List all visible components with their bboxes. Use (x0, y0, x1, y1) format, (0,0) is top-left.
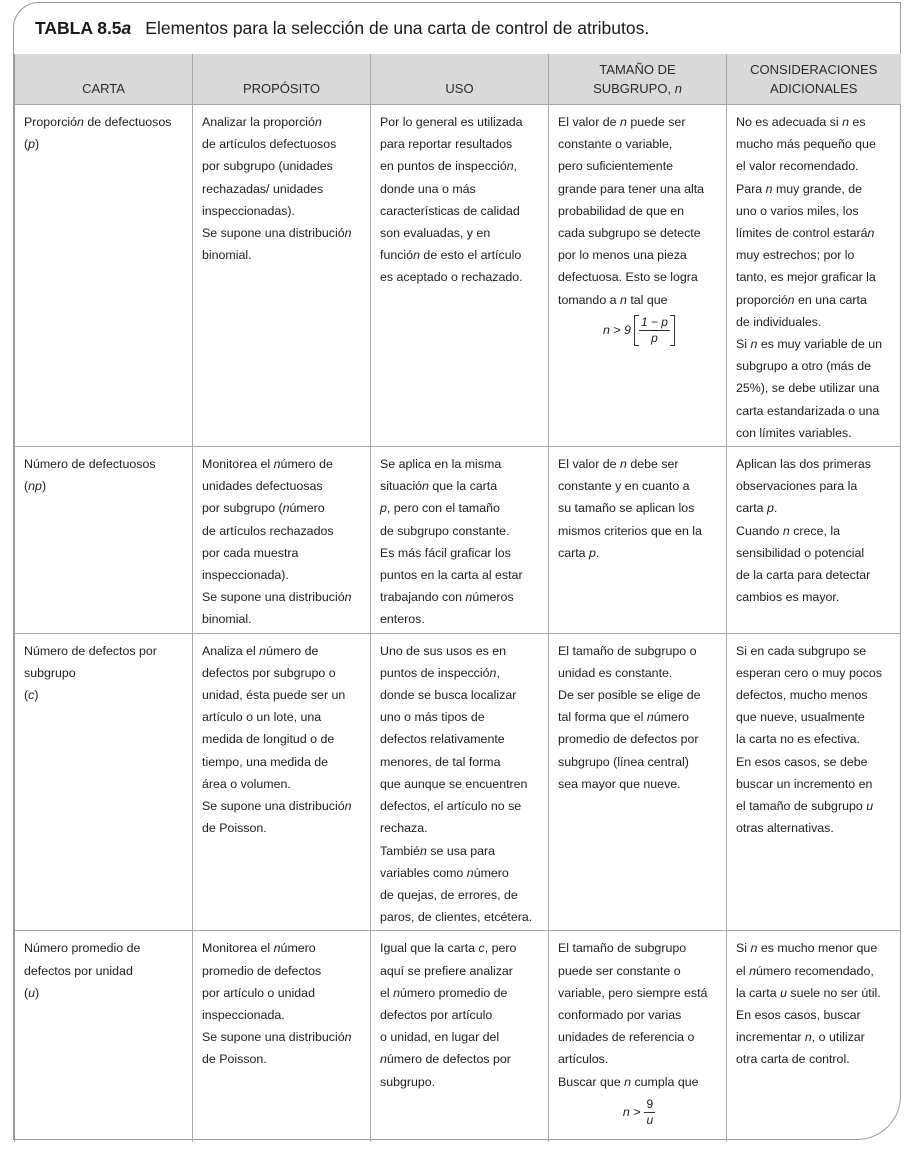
cell-line: donde una o más (380, 181, 476, 196)
cell-line: Analizar la proporción (202, 115, 322, 129)
cell-line: carta estandarizada o una (736, 403, 880, 418)
cell-line: su tamaño se aplican los (558, 501, 695, 516)
tamano-text (558, 937, 720, 1092)
formula-lhs: n > (622, 1105, 641, 1120)
cell-line: otras alternativas. (736, 821, 834, 836)
cell-proposito (193, 931, 371, 1143)
cell-line: En esos casos, se debe (736, 754, 868, 769)
cell-carta (15, 633, 193, 931)
cell-line: p, pero con el tamaño (380, 501, 500, 516)
cell-uso (371, 105, 549, 447)
cell-line: Se supone una distribución (202, 590, 352, 605)
cell-line: el valor recomendado. (736, 159, 859, 174)
formula-fraction (644, 1097, 655, 1128)
cell-line: También se usa para (380, 843, 496, 858)
cell-line: En esos casos, buscar (736, 1007, 861, 1022)
cell-line: límites de control estarán (736, 226, 875, 241)
cell-line: promedio de defectos por (558, 732, 699, 747)
table-row (15, 633, 901, 931)
cell-line: de la carta para detectar (736, 568, 871, 583)
header-row (15, 54, 901, 105)
cell-line: Buscar que n cumpla que (558, 1074, 699, 1089)
cell-line: Número de defectos por (24, 643, 157, 658)
cell-line: mucho más pequeño que (736, 137, 876, 152)
table-number: TABLA 8.5a (35, 18, 132, 38)
cell-line: paros, de clientes, etcétera. (380, 910, 533, 925)
cell-uso (371, 447, 549, 634)
cell-line: trabajando con números (380, 590, 514, 605)
cell-line: Se aplica en la misma (380, 457, 502, 472)
formula-fraction (639, 315, 670, 346)
cell-line: Si n es muy variable de un (736, 337, 883, 352)
cell-line: (np) (24, 479, 47, 494)
cell-line: el tamaño de subgrupo u (736, 799, 874, 814)
cell-line: defectos por unidad (24, 963, 133, 978)
cell-line: la carta no es efectiva. (736, 732, 860, 747)
attribute-control-chart-table (14, 54, 901, 1142)
cell-line: Número de defectuosos (24, 457, 156, 472)
cell-line: carta p. (736, 501, 778, 516)
cell-line: uno o varios miles, los (736, 203, 859, 218)
cell-line: cada subgrupo se detecte (558, 226, 701, 241)
cell-line: Monitorea el número de (202, 457, 333, 472)
formula-denominator: u (646, 1112, 654, 1127)
cell-line: enteros. (380, 612, 425, 627)
cell-line: sea mayor que nueve. (558, 776, 681, 791)
cell-line: Proporción de defectuosos (24, 115, 172, 129)
cell-line: unidades de referencia o (558, 1030, 695, 1045)
formula-u (558, 1097, 720, 1128)
cell-line: de individuales. (736, 314, 822, 329)
cell-line: subgrupo a otro (más de (736, 359, 871, 374)
header-uso (371, 54, 549, 105)
cell-proposito (193, 447, 371, 634)
cell-consideraciones (727, 447, 901, 634)
cell-line: para reportar resultados (380, 137, 513, 152)
table-row (15, 105, 901, 447)
cell-line: aquí se prefiere analizar (380, 963, 513, 978)
cell-line: de Poisson. (202, 821, 267, 836)
cell-line: Se supone una distribución (202, 1030, 352, 1045)
cell-line: ADICIONALES (770, 81, 858, 96)
cell-line: de Poisson. (202, 1052, 267, 1067)
cell-line: puede ser constante o (558, 963, 681, 978)
cell-line: en puntos de inspección, (380, 159, 518, 174)
cell-line: Analiza el número de (202, 643, 319, 658)
cell-line: variables como número (380, 865, 509, 880)
cell-proposito (193, 633, 371, 931)
cell-line: (u) (24, 985, 40, 1000)
cell-line: defectos relativamente (380, 732, 505, 747)
cell-line: artículo o un lote, una (202, 710, 322, 725)
cell-line: esperan cero o muy pocos (736, 665, 883, 680)
cell-line: TAMAÑO DE (599, 62, 676, 77)
cell-line: de quejas, de errores, de (380, 887, 518, 902)
cell-line: área o volumen. (202, 776, 291, 791)
cell-line: constante y en cuanto a (558, 479, 690, 494)
cell-line: inspeccionada). (202, 568, 289, 583)
cell-line: tanto, es mejor graficar la (736, 270, 876, 285)
cell-line: defectos, mucho menos (736, 688, 868, 703)
cell-line: sensibilidad o potencial (736, 545, 865, 560)
header-carta (15, 54, 193, 105)
cell-line: defectos por artículo (380, 1007, 493, 1022)
cell-line: función de esto el artículo (380, 248, 522, 263)
cell-tamano (549, 633, 727, 931)
cell-line: proporción en una carta (736, 292, 867, 307)
formula-bracket (634, 315, 675, 346)
cell-line: defectuosa. Esto se logra (558, 270, 698, 285)
cell-line: 25%), se debe utilizar una (736, 381, 880, 396)
cell-line: defectos por subgrupo o (202, 665, 336, 680)
cell-line: situación que la carta (380, 479, 498, 494)
cell-line: PROPÓSITO (242, 81, 321, 96)
cell-line: Es más fácil graficar los (380, 545, 511, 560)
cell-line: observaciones para la (736, 479, 858, 494)
cell-line: Para n muy grande, de (736, 181, 863, 196)
cell-line: Aplican las dos primeras (736, 457, 871, 472)
cell-line: Igual que la carta c, pero (380, 941, 517, 956)
cell-line: por subgrupo (unidades (202, 159, 333, 174)
cell-line: Se supone una distribución (202, 799, 352, 814)
cell-uso (371, 931, 549, 1143)
cell-line: rechazadas/ unidades (202, 181, 324, 196)
cell-uso (371, 633, 549, 931)
cell-tamano (549, 105, 727, 447)
cell-line: SUBGRUPO, n (593, 81, 682, 96)
cell-line: constante o variable, (558, 137, 673, 152)
cell-line: promedio de defectos (202, 963, 322, 978)
cell-line: binomial. (202, 248, 252, 263)
cell-line: artículos. (558, 1052, 609, 1067)
cell-line: El tamaño de subgrupo (558, 941, 687, 956)
cell-consideraciones (727, 931, 901, 1143)
cell-line: De ser posible se elige de (558, 688, 701, 703)
cell-line: subgrupo (24, 665, 76, 680)
cell-line: No es adecuada si n es (736, 115, 866, 129)
cell-line: probabilidad de que en (558, 203, 685, 218)
formula-lhs: n > 9 (603, 323, 631, 338)
cell-line: subgrupo (línea central) (558, 754, 689, 769)
cell-line: medida de longitud o de (202, 732, 335, 747)
cell-line: Uno de sus usos es en (380, 643, 507, 658)
cell-line: El valor de n debe ser (558, 457, 679, 472)
cell-carta (15, 105, 193, 447)
cell-line: unidad es constante. (558, 665, 673, 680)
cell-line: la carta u suele no ser útil. (736, 985, 881, 1000)
cell-carta (15, 447, 193, 634)
cell-line: que nueve, usualmente (736, 710, 865, 725)
cell-consideraciones (727, 633, 901, 931)
cell-line: de artículos rechazados (202, 523, 334, 538)
cell-line: CARTA (82, 81, 125, 96)
table-row (15, 931, 901, 1143)
cell-line: unidades defectuosas (202, 479, 323, 494)
cell-line: tiempo, una medida de (202, 754, 329, 769)
cell-line: menores, de tal forma (380, 754, 501, 769)
cell-line: otra carta de control. (736, 1052, 850, 1067)
header-consideraciones (727, 54, 901, 105)
cell-line: mismos criterios que en la (558, 523, 702, 538)
formula-numerator: 1 − p (640, 314, 668, 329)
cell-line: variable, pero siempre está (558, 985, 708, 1000)
cell-line: el número promedio de (380, 985, 508, 1000)
cell-line: es aceptado o rechazado. (380, 270, 523, 285)
cell-line: o unidad, en lugar del (380, 1030, 500, 1045)
tamano-text (558, 111, 720, 311)
cell-line: Se supone una distribución (202, 226, 352, 241)
cell-line: inspeccionada. (202, 1007, 285, 1022)
cell-line: Cuando n crece, la (736, 523, 841, 538)
cell-line: (c) (24, 688, 39, 703)
table-row (15, 447, 901, 634)
cell-line: características de calidad (380, 203, 520, 218)
cell-line: binomial. (202, 612, 252, 627)
formula-numerator: 9 (646, 1096, 654, 1111)
cell-tamano (549, 447, 727, 634)
cell-line: uno o más tipos de (380, 710, 485, 725)
cell-line: Monitorea el número (202, 941, 316, 956)
cell-line: tomando a n tal que (558, 292, 668, 307)
cell-line: defectos, el artículo no se (380, 799, 522, 814)
header-proposito (193, 54, 371, 105)
cell-line: Si n es mucho menor que (736, 941, 878, 956)
table-caption: Elementos para la selección de una carta de control de atributos. (145, 18, 650, 38)
cell-line: con límites variables. (736, 425, 852, 440)
cell-line: USO (445, 81, 474, 96)
cell-line: subgrupo. (380, 1074, 436, 1089)
cell-line: muy estrechos; por lo (736, 248, 855, 263)
cell-line: grande para tener una alta (558, 181, 705, 196)
cell-line: por artículo o unidad (202, 985, 315, 1000)
cell-line: (p) (24, 137, 40, 152)
cell-tamano (549, 931, 727, 1143)
cell-line: unidad, ésta puede ser un (202, 688, 346, 703)
cell-line: CONSIDERACIONES (750, 62, 878, 77)
cell-line: carta p. (558, 545, 600, 560)
cell-line: El tamaño de subgrupo o (558, 643, 697, 658)
cell-line: incrementar n, o utilizar (736, 1030, 865, 1045)
cell-line: tal forma que el número (558, 710, 689, 725)
cell-line: donde se busca localizar (380, 688, 517, 703)
cell-consideraciones (727, 105, 901, 447)
cell-line: buscar un incremento en (736, 776, 873, 791)
cell-line: Si en cada subgrupo se (736, 643, 867, 658)
cell-line: El valor de n puede ser (558, 115, 686, 129)
cell-line: Por lo general es utilizada (380, 115, 523, 129)
cell-line: de artículos defectuosos (202, 137, 337, 152)
formula-denominator: p (651, 330, 658, 345)
cell-line: por lo menos una pieza (558, 248, 687, 263)
cell-carta (15, 931, 193, 1143)
header-tamano (549, 54, 727, 105)
table-title (35, 18, 649, 39)
cell-line: inspeccionadas). (202, 203, 295, 218)
cell-line: conformado por varias (558, 1007, 682, 1022)
cell-line: puntos de inspección, (380, 665, 500, 680)
cell-line: rechaza. (380, 821, 428, 836)
cell-line: cambios es mayor. (736, 590, 840, 605)
cell-line: Número promedio de (24, 941, 141, 956)
cell-line: por cada muestra (202, 545, 299, 560)
cell-line: puntos en la carta al estar (380, 568, 523, 583)
cell-line: de subgrupo constante. (380, 523, 510, 538)
cell-line: que aunque se encuentren (380, 776, 528, 791)
cell-line: número de defectos por (380, 1052, 511, 1067)
cell-proposito (193, 105, 371, 447)
cell-line: el número recomendado, (736, 963, 874, 978)
cell-line: son evaluadas, y en (380, 226, 491, 241)
cell-line: pero suficientemente (558, 159, 674, 174)
formula-p (558, 315, 720, 346)
cell-line: por subgrupo (número (202, 501, 325, 516)
